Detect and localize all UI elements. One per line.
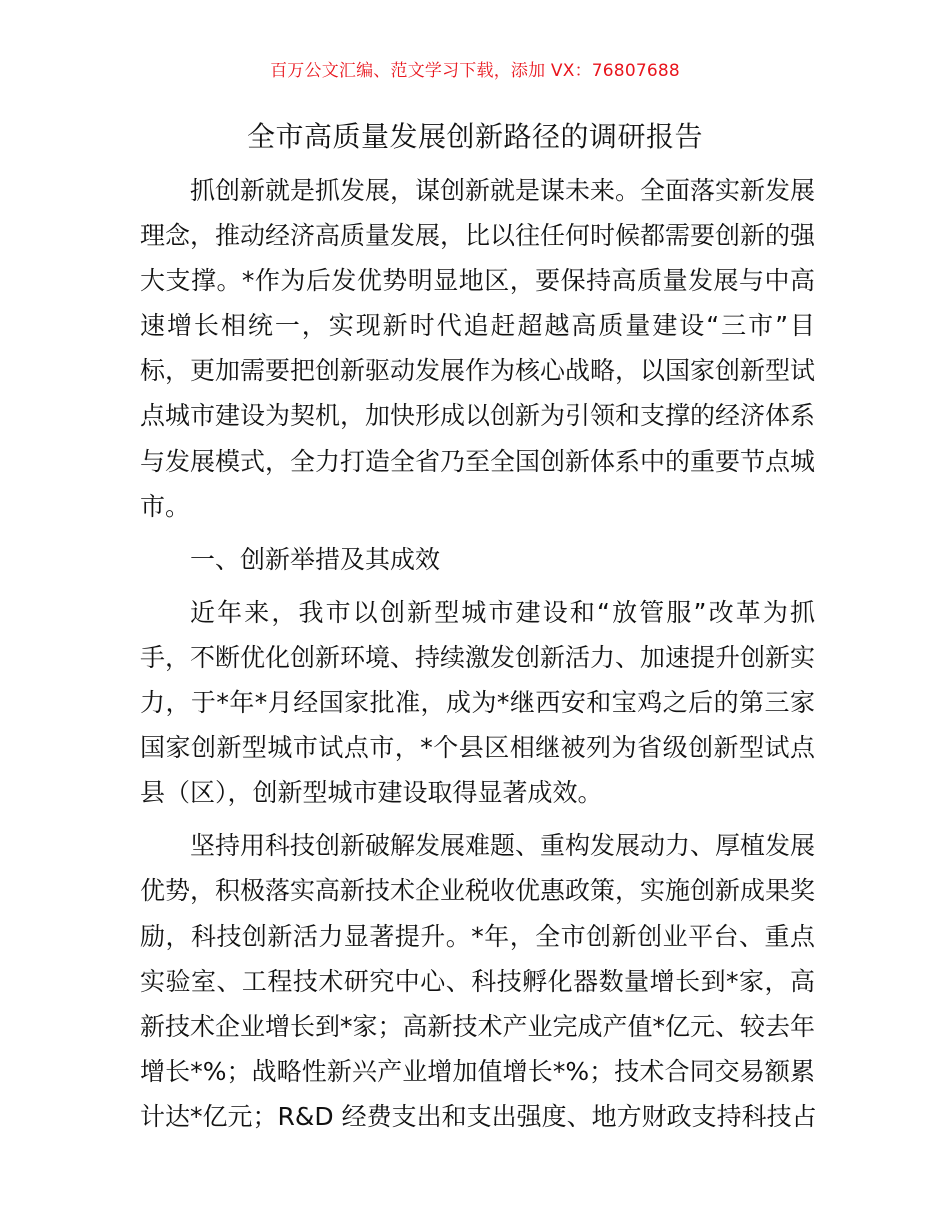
- text-line: 优势，积极落实高新技术企业税收优惠政策，实施创新成果奖: [140, 876, 816, 906]
- text-line: 增长*%；战略性新兴产业增加值增长*%；技术合同交易额累: [140, 1056, 815, 1086]
- text-line: 与发展模式，全力打造全省乃至全国创新体系中的重要节点城: [140, 446, 816, 476]
- section-heading: 一、创新举措及其成效: [190, 544, 441, 574]
- text-line: 力，于*年*月经国家批准，成为*继西安和宝鸡之后的第三家: [140, 688, 815, 718]
- text-line: 标，更加需要把创新驱动发展作为核心战略，以国家创新型试: [140, 356, 816, 386]
- text-line: 新技术企业增长到*家；高新技术产业完成产值*亿元、较去年: [140, 1011, 816, 1041]
- paragraph-achievements: [140, 590, 815, 815]
- watermark-banner: 百万公文汇编、范文学习下载，添加 VX：76807688: [270, 61, 680, 81]
- text-line: 实验室、工程技术研究中心、科技孵化器数量增长到*家，高: [140, 966, 815, 996]
- text-line: 市。: [140, 491, 191, 521]
- text-line: 坚持用科技创新破解发展难题、重构发展动力、厚植发展: [190, 831, 816, 861]
- paragraph-tech-innovation: [140, 823, 815, 1139]
- text-line: 励，科技创新活力显著提升。*年，全市创新创业平台、重点: [140, 921, 815, 951]
- text-line: 近年来，我市以创新型城市建设和“放管服”改革为抓: [190, 597, 815, 627]
- text-line: 抓创新就是抓发展，谋创新就是谋未来。全面落实新发展: [190, 176, 816, 205]
- text-line: 手，不断优化创新环境、持续激发创新活力、加速提升创新实: [140, 642, 816, 672]
- text-line: 计达*亿元；R&D 经费支出和支出强度、地方财政支持科技占: [140, 1101, 817, 1131]
- text-line: 县（区），创新型城市建设取得显著成效。: [140, 778, 603, 808]
- document-body: [140, 168, 815, 1139]
- text-line: 理念，推动经济高质量发展，比以往任何时候都需要创新的强: [140, 221, 816, 251]
- paragraph-intro: [140, 168, 815, 529]
- text-line: 点城市建设为契机，加快形成以创新为引领和支撑的经济体系: [140, 401, 816, 431]
- text-line: 国家创新型城市试点市，*个县区相继被列为省级创新型试点: [140, 733, 815, 763]
- text-line: 速增长相统一，实现新时代追赶超越高质量建设“三市”目: [140, 311, 815, 341]
- document-title: 全市高质量发展创新路径的调研报告: [246, 120, 703, 153]
- text-line: 大支撑。*作为后发优势明显地区，要保持高质量发展与中高: [140, 266, 815, 296]
